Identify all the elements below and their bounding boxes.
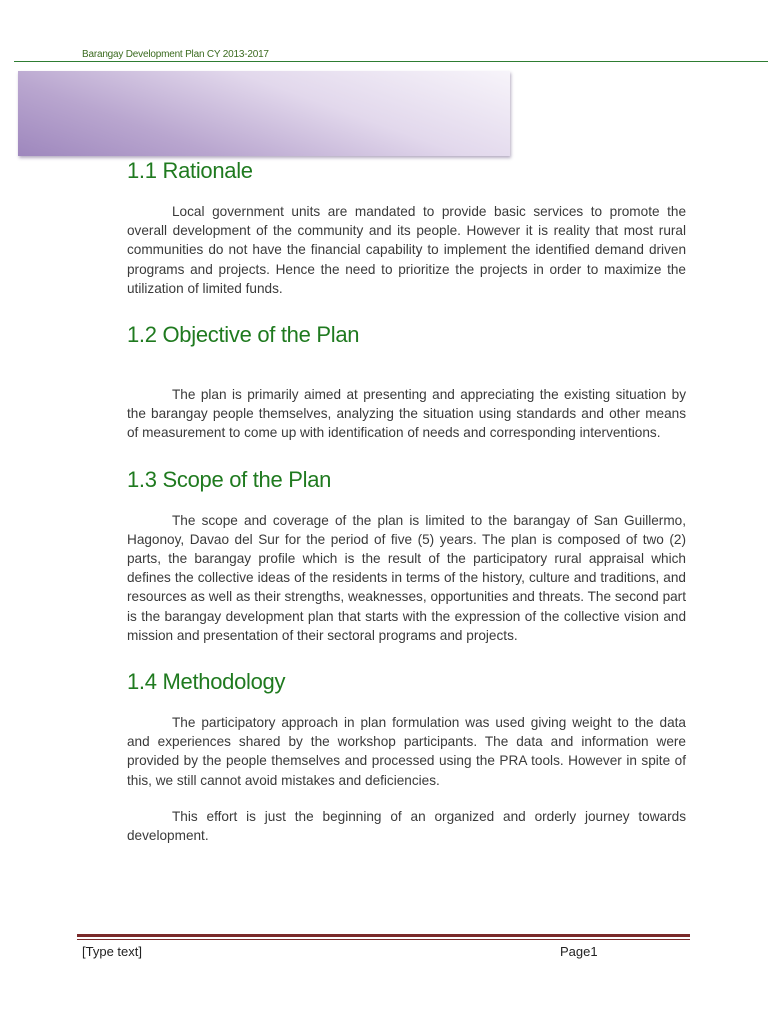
section-heading: 1.4 Methodology <box>127 669 286 695</box>
section-scope <box>127 465 686 645</box>
section-heading: 1.3 Scope of the Plan <box>127 466 332 492</box>
header-rule <box>14 61 768 62</box>
section-methodology <box>127 667 686 845</box>
section-paragraph: The participatory approach in plan formulation was used giving weight to the data and experiences shared by the workshop participants. The data and information were provided by the people themselves and processed using the PRA tools. However in spite of this, we still cannot avoid mistakes and deficiencies. <box>127 715 686 788</box>
running-header-title: Barangay Development Plan CY 2013-2017 <box>82 49 269 60</box>
footer-placeholder-text: [Type text] <box>82 944 142 959</box>
footer-rule-thick <box>77 934 690 937</box>
decorative-banner <box>18 71 510 156</box>
section-paragraph: Local government units are mandated to provide basic services to promote the overall development of the community and its people. However it is reality that most rural communities do not have the financial capability to implement the identified demand driven programs and projects. Hence the need to prioritize the projects in order to maximize the utilization of limited funds. <box>127 204 686 296</box>
section-heading: 1.2 Objective of the Plan <box>127 322 360 348</box>
section-rationale <box>127 156 686 298</box>
footer-rule-thin <box>77 939 690 940</box>
section-heading: 1.1 Rationale <box>127 158 253 183</box>
section-paragraph: The plan is primarily aimed at presenting and appreciating the existing situation by the barangay people themselves, analyzing the situation using standards and other means of measurement to come up with identification of needs and corresponding interventions. <box>127 387 686 441</box>
page-number: Page1 <box>560 944 598 959</box>
section-paragraph: The scope and coverage of the plan is limited to the barangay of San Guillermo, Hagonoy, Davao del Sur for the period of five (5) years. The plan is composed of two (2) parts, the barangay profile which is the result of the participatory rural appraisal which defines the collective ideas of the residents in terms of the history, culture and traditions, and resources as well as their strengths, weaknesses, opportunities and threats. The second part is the barangay development plan that starts with the expression of the collective vision and mission and presentation of their sectoral programs and projects. <box>127 512 686 643</box>
section-paragraph: This effort is just the beginning of an organized and orderly journey towards development. <box>127 808 686 844</box>
document-body <box>127 156 686 845</box>
section-objective <box>127 320 686 443</box>
